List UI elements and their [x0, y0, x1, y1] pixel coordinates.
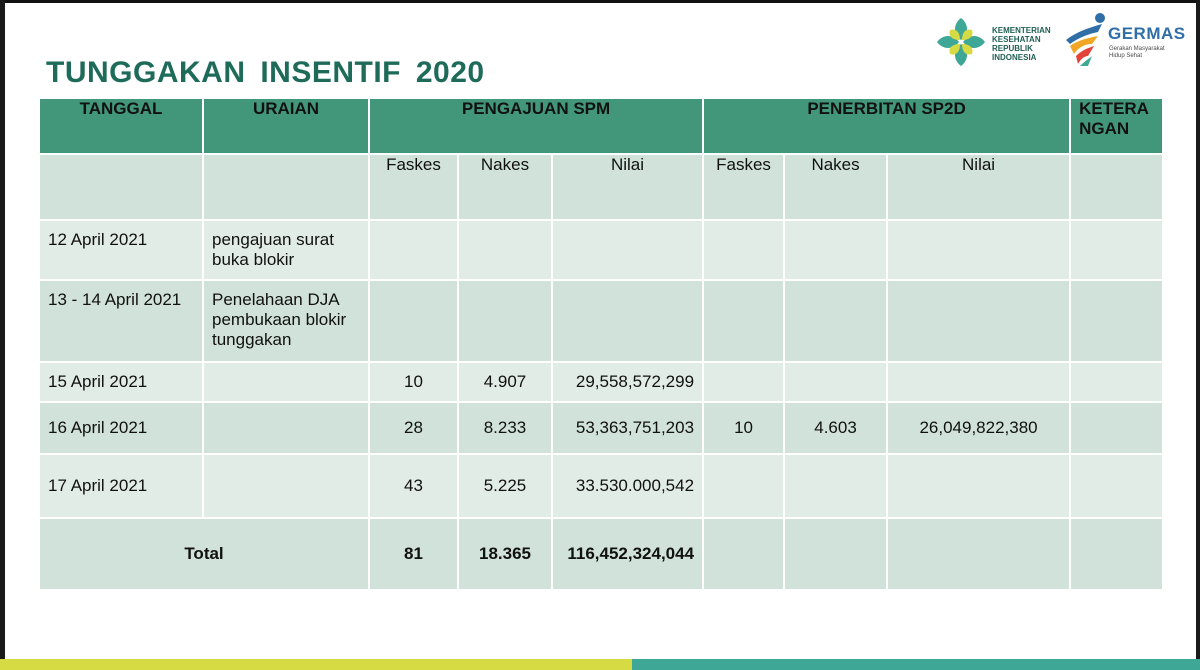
uraian-line: pengajuan surat: [212, 230, 334, 249]
cell-sp2d-nilai: [887, 454, 1070, 518]
cell-keterangan: [1070, 454, 1163, 518]
total-label: Total: [39, 518, 369, 590]
header-uraian: URAIAN: [203, 98, 369, 154]
table-row: [39, 362, 1163, 402]
cell-keterangan: [1070, 362, 1163, 402]
cell-tanggal: 12 April 2021: [39, 220, 203, 280]
cell-sp2d-nilai: [887, 362, 1070, 402]
footer-bar-yellow: [0, 659, 632, 670]
total-spm-faskes: 81: [369, 518, 458, 590]
cell-spm-nilai: [552, 280, 703, 362]
kemenkes-line-3: REPUBLIK: [992, 44, 1033, 53]
cell-spm-faskes: 43: [369, 454, 458, 518]
cell-sp2d-nilai: [887, 280, 1070, 362]
cell-spm-nilai: [552, 220, 703, 280]
cell-spm-faskes: 28: [369, 402, 458, 454]
header-penerbitan-sp2d: PENERBITAN SP2D: [703, 98, 1070, 154]
right-edge-divider: [1196, 0, 1200, 670]
cell-sp2d-nakes: 4.603: [784, 402, 887, 454]
table-total-row: [39, 518, 1163, 590]
cell-spm-faskes: [369, 280, 458, 362]
header-keterangan-line-1: KETERA: [1079, 99, 1149, 118]
cell-uraian: [203, 280, 369, 362]
cell-spm-nakes: [458, 220, 552, 280]
cell-sp2d-nilai: [887, 220, 1070, 280]
cell-keterangan: [1070, 402, 1163, 454]
uraian-line: Penelahaan DJA: [212, 290, 340, 309]
cell-uraian: [203, 362, 369, 402]
table-row: [39, 280, 1163, 362]
subheader-empty-uraian: [203, 154, 369, 220]
footer-color-bar: [0, 659, 1200, 670]
total-sp2d-faskes: [703, 518, 784, 590]
header-tanggal: TANGGAL: [39, 98, 203, 154]
uraian-line: pembukaan blokir: [212, 310, 347, 329]
subheader-empty-tanggal: [39, 154, 203, 220]
top-edge-divider: [0, 0, 1200, 3]
cell-spm-faskes: 10: [369, 362, 458, 402]
cell-sp2d-nakes: [784, 362, 887, 402]
total-sp2d-nakes: [784, 518, 887, 590]
germas-tagline: [1109, 46, 1179, 60]
uraian-line: buka blokir: [212, 250, 295, 269]
cell-keterangan: [1070, 280, 1163, 362]
cell-sp2d-faskes: [703, 454, 784, 518]
cell-sp2d-faskes: [703, 220, 784, 280]
total-spm-nakes: 18.365: [458, 518, 552, 590]
cell-sp2d-nakes: [784, 454, 887, 518]
subheader-sp2d-nakes: Nakes: [784, 154, 887, 220]
total-spm-nilai: 116,452,324,044: [552, 518, 703, 590]
table-header-row: [39, 98, 1163, 154]
kemenkes-wordmark: [992, 26, 1062, 62]
total-sp2d-nilai: [887, 518, 1070, 590]
subheader-spm-nilai: Nilai: [552, 154, 703, 220]
cell-sp2d-nilai: 26,049,822,380: [887, 402, 1070, 454]
germas-wordmark: GERMAS: [1108, 24, 1186, 43]
cell-uraian: [203, 454, 369, 518]
cell-uraian: [203, 402, 369, 454]
cell-spm-nakes: [458, 280, 552, 362]
kemenkes-emblem-icon: [934, 14, 988, 70]
table-row: [39, 454, 1163, 518]
left-edge-divider: [0, 0, 5, 670]
header-keterangan: [1070, 98, 1163, 154]
subheader-spm-nakes: Nakes: [458, 154, 552, 220]
germas-tagline-line-1: Gerakan Masyarakat: [1109, 46, 1165, 52]
subheader-sp2d-faskes: Faskes: [703, 154, 784, 220]
table-subheader-row: [39, 154, 1163, 220]
header-pengajuan-spm: PENGAJUAN SPM: [369, 98, 703, 154]
subheader-sp2d-nilai: Nilai: [887, 154, 1070, 220]
subheader-spm-faskes: Faskes: [369, 154, 458, 220]
cell-sp2d-nakes: [784, 220, 887, 280]
cell-tanggal: 13 - 14 April 2021: [39, 280, 203, 362]
kemenkes-line-1: KEMENTERIAN: [992, 26, 1051, 35]
arrears-table: [38, 97, 1164, 591]
table-row: [39, 402, 1163, 454]
uraian-line: tunggakan: [212, 330, 292, 349]
table-row: [39, 220, 1163, 280]
cell-sp2d-faskes: 10: [703, 402, 784, 454]
cell-tanggal: 15 April 2021: [39, 362, 203, 402]
germas-logo: [1062, 10, 1190, 72]
cell-spm-nilai: 33.530.000,542: [552, 454, 703, 518]
subheader-empty-keterangan: [1070, 154, 1163, 220]
cell-tanggal: 16 April 2021: [39, 402, 203, 454]
cell-sp2d-faskes: [703, 362, 784, 402]
total-keterangan: [1070, 518, 1163, 590]
germas-tagline-line-2: Hidup Sehat: [1109, 53, 1143, 59]
cell-keterangan: [1070, 220, 1163, 280]
footer-bar-teal: [632, 659, 1200, 670]
cell-uraian: [203, 220, 369, 280]
cell-sp2d-nakes: [784, 280, 887, 362]
cell-spm-nilai: 53,363,751,203: [552, 402, 703, 454]
cell-sp2d-faskes: [703, 280, 784, 362]
page-title: TUNGGAKAN INSENTIF 2020: [46, 56, 485, 89]
kemenkes-line-4: INDONESIA: [992, 53, 1037, 62]
kemenkes-line-2: KESEHATAN: [992, 35, 1041, 44]
cell-spm-nilai: 29,558,572,299: [552, 362, 703, 402]
cell-tanggal: 17 April 2021: [39, 454, 203, 518]
cell-spm-faskes: [369, 220, 458, 280]
germas-figure-icon: [1062, 10, 1110, 68]
cell-spm-nakes: 5.225: [458, 454, 552, 518]
kemenkes-logo: [934, 14, 1058, 74]
cell-spm-nakes: 8.233: [458, 402, 552, 454]
cell-spm-nakes: 4.907: [458, 362, 552, 402]
header-keterangan-line-2: NGAN: [1079, 119, 1130, 138]
